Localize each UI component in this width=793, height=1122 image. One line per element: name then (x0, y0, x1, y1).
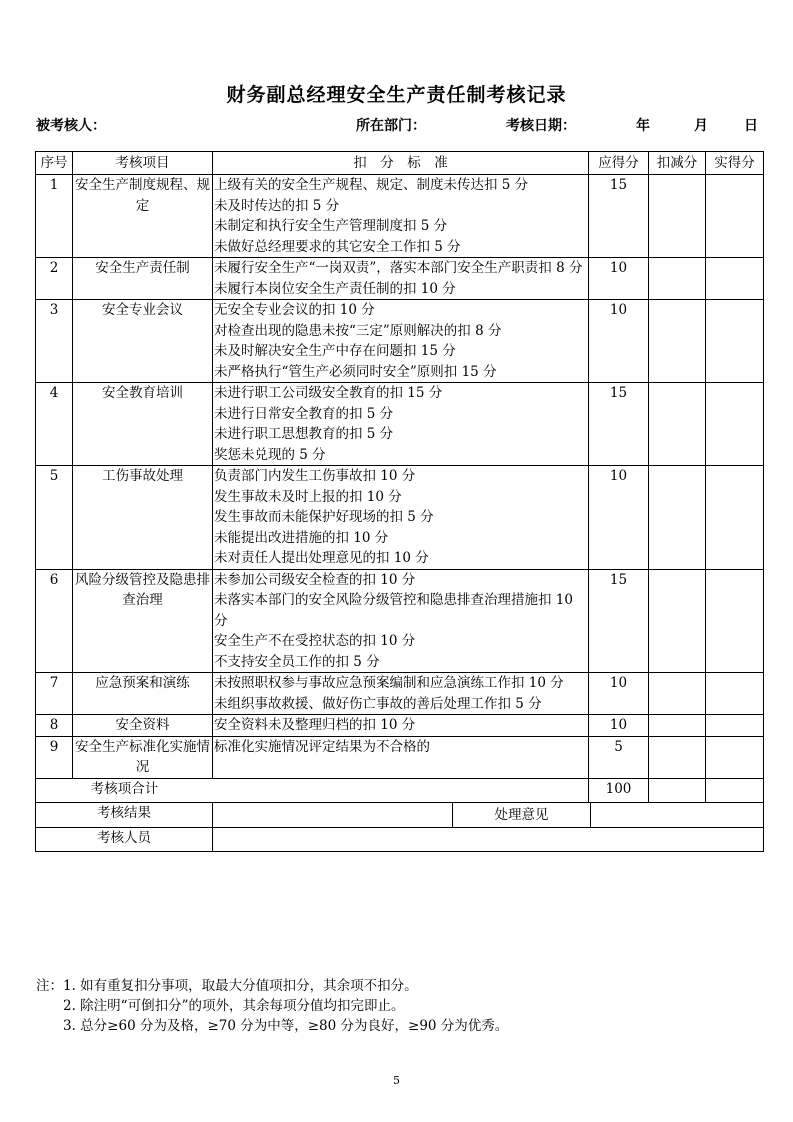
deduct-cell[interactable] (649, 175, 706, 258)
deduct-cell[interactable] (649, 466, 706, 570)
actual-cell[interactable] (706, 466, 764, 570)
criteria-line: 未进行职工思想教育的扣 5 分 (214, 426, 394, 442)
due-score: 10 (589, 715, 649, 737)
due-score: 15 (589, 175, 649, 258)
total-deduct-cell[interactable] (649, 778, 706, 802)
total-label: 考核项合计 (90, 780, 159, 797)
deduct-cell[interactable] (649, 736, 706, 778)
row-number: 7 (36, 673, 73, 715)
criteria-line: 未落实本部门的安全风险分级管控和隐患排查治理措施扣 10 分 (214, 592, 573, 629)
table-row (36, 466, 764, 570)
criteria-cell (213, 175, 589, 258)
assessment-item: 安全生产标准化实施情况 (73, 736, 213, 778)
deduct-cell[interactable] (649, 383, 706, 466)
due-score: 10 (589, 466, 649, 570)
assessment-item: 风险分级管控及隐患排查治理 (73, 569, 213, 673)
criteria-cell (213, 300, 589, 383)
header-row (36, 152, 764, 175)
criteria-line: 上级有关的安全生产规程、规定、制度未传达扣 5 分 (214, 177, 529, 193)
criteria-line: 标准化实施情况评定结果为不合格的 (214, 738, 430, 755)
assessment-item: 安全生产责任制 (73, 258, 213, 300)
deduct-cell[interactable] (649, 258, 706, 300)
criteria-line: 未及时解决安全生产中存在问题扣 15 分 (214, 343, 456, 359)
criteria-line: 未组织事故救援、做好伤亡事故的善后处理工作扣 5 分 (214, 695, 542, 712)
table-row (36, 258, 764, 300)
criteria-cell (213, 569, 589, 673)
criteria-line: 未进行职工公司级安全教育的扣 15 分 (214, 385, 443, 401)
criteria-line: 未能提出改进措施的扣 10 分 (214, 529, 389, 546)
criteria-line: 未按照职权参与事故应急预案编制和应急演练工作扣 10 分 (214, 675, 564, 691)
deduct-cell[interactable] (649, 673, 706, 715)
opinion-value-cell[interactable] (591, 803, 763, 827)
criteria-cell (213, 715, 589, 737)
criteria-line: 未严格执行“管生产必须同时安全”原则扣 15 分 (214, 363, 497, 380)
deduct-cell[interactable] (649, 715, 706, 737)
actual-cell[interactable] (706, 175, 764, 258)
note-3: 3. 总分≥60 分为及格，≥70 分为中等，≥80 分为良好，≥90 分为优秀。 (36, 1018, 509, 1034)
examiner-value-cell[interactable] (213, 827, 764, 851)
assessment-table (35, 151, 764, 852)
criteria-line: 安全资料未及整理归档的扣 10 分 (214, 717, 416, 733)
criteria-line: 未做好总经理要求的其它安全工作扣 5 分 (214, 238, 461, 255)
criteria-line: 发生事故而未能保护好现场的扣 5 分 (214, 509, 434, 525)
criteria-line: 未履行本岗位安全生产责任制的扣 10 分 (214, 280, 456, 297)
deduct-cell[interactable] (649, 300, 706, 383)
actual-cell[interactable] (706, 383, 764, 466)
criteria-line: 不支持安全员工作的扣 5 分 (214, 653, 380, 670)
assessment-item: 安全专业会议 (73, 300, 213, 383)
actual-cell[interactable] (706, 300, 764, 383)
criteria-line: 无安全专业会议的扣 10 分 (214, 302, 375, 318)
notes (36, 976, 508, 1036)
criteria-line: 安全生产不在受控状态的扣 10 分 (214, 633, 416, 649)
criteria-cell (213, 466, 589, 570)
date-label: 考核日期： (506, 118, 576, 134)
criteria-line: 奖惩未兑现的 5 分 (214, 446, 326, 463)
table-row (36, 736, 764, 778)
criteria-cell (213, 736, 589, 778)
criteria-cell (213, 383, 589, 466)
actual-cell[interactable] (706, 673, 764, 715)
assessment-item: 安全生产制度规程、规定 (73, 175, 213, 258)
row-number: 5 (36, 466, 73, 570)
due-score: 10 (589, 673, 649, 715)
date-month: 月 (694, 118, 708, 134)
table-row (36, 569, 764, 673)
examiner-label: 考核人员 (36, 827, 213, 851)
result-label: 考核结果 (36, 802, 213, 827)
department-label: 所在部门： (356, 118, 426, 134)
result-value-cell[interactable] (213, 803, 453, 827)
page-title: 财务副总经理安全生产责任制考核记录 (226, 84, 567, 106)
header-actual: 实得分 (706, 152, 764, 175)
actual-cell[interactable] (706, 715, 764, 737)
total-value: 100 (589, 778, 649, 802)
date-year: 年 (636, 118, 650, 134)
deduct-cell[interactable] (649, 569, 706, 673)
result-row (36, 802, 764, 827)
header-deduct: 扣减分 (649, 152, 706, 175)
due-score: 5 (589, 736, 649, 778)
header-criteria: 扣 分 标 准 (213, 152, 589, 175)
header-no: 序号 (36, 152, 73, 175)
header-due: 应得分 (589, 152, 649, 175)
due-score: 15 (589, 569, 649, 673)
criteria-line: 未对责任人提出处理意见的扣 10 分 (214, 550, 429, 566)
criteria-line: 对检查出现的隐患未按“三定”原则解决的扣 8 分 (214, 322, 502, 339)
criteria-line: 负责部门内发生工伤事故扣 10 分 (214, 468, 416, 484)
criteria-cell (213, 673, 589, 715)
table-row (36, 715, 764, 737)
header-item: 考核项目 (73, 152, 213, 175)
page-number: 5 (393, 1074, 400, 1087)
criteria-line: 未参加公司级安全检查的扣 10 分 (214, 571, 416, 588)
assessment-item: 安全教育培训 (73, 383, 213, 466)
criteria-line: 未履行安全生产“一岗双责”，落实本部门安全生产职责扣 8 分 (214, 260, 583, 276)
criteria-line: 发生事故未及时上报的扣 10 分 (214, 488, 402, 505)
table-row (36, 175, 764, 258)
actual-cell[interactable] (706, 569, 764, 673)
due-score: 15 (589, 383, 649, 466)
row-number: 1 (36, 175, 73, 258)
examinee-label: 被考核人： (36, 118, 106, 134)
table-row (36, 673, 764, 715)
criteria-line: 未进行日常安全教育的扣 5 分 (214, 405, 394, 422)
examiner-row (36, 827, 764, 851)
row-number: 2 (36, 258, 73, 300)
row-number: 8 (36, 715, 73, 737)
total-actual-cell[interactable] (706, 778, 764, 802)
row-number: 9 (36, 736, 73, 778)
criteria-line: 未制定和执行安全生产管理制度扣 5 分 (214, 218, 448, 234)
note-1: 注：1. 如有重复扣分事项，取最大分值项扣分，其余项不扣分。 (36, 978, 418, 994)
table-row (36, 383, 764, 466)
note-2: 2. 除注明“可倒扣分”的项外，其余每项分值均扣完即止。 (36, 998, 405, 1014)
row-number: 3 (36, 300, 73, 383)
row-number: 6 (36, 569, 73, 673)
due-score: 10 (589, 258, 649, 300)
actual-cell[interactable] (706, 736, 764, 778)
due-score: 10 (589, 300, 649, 383)
total-row (36, 778, 764, 802)
row-number: 4 (36, 383, 73, 466)
assessment-item: 安全资料 (73, 715, 213, 737)
date-day: 日 (744, 118, 758, 134)
assessment-item: 应急预案和演练 (73, 673, 213, 715)
criteria-line: 未及时传达的扣 5 分 (214, 197, 340, 214)
criteria-cell (213, 258, 589, 300)
table-row (36, 300, 764, 383)
opinion-label: 处理意见 (453, 803, 591, 827)
assessment-item: 工伤事故处理 (73, 466, 213, 570)
info-line (36, 115, 763, 135)
actual-cell[interactable] (706, 258, 764, 300)
